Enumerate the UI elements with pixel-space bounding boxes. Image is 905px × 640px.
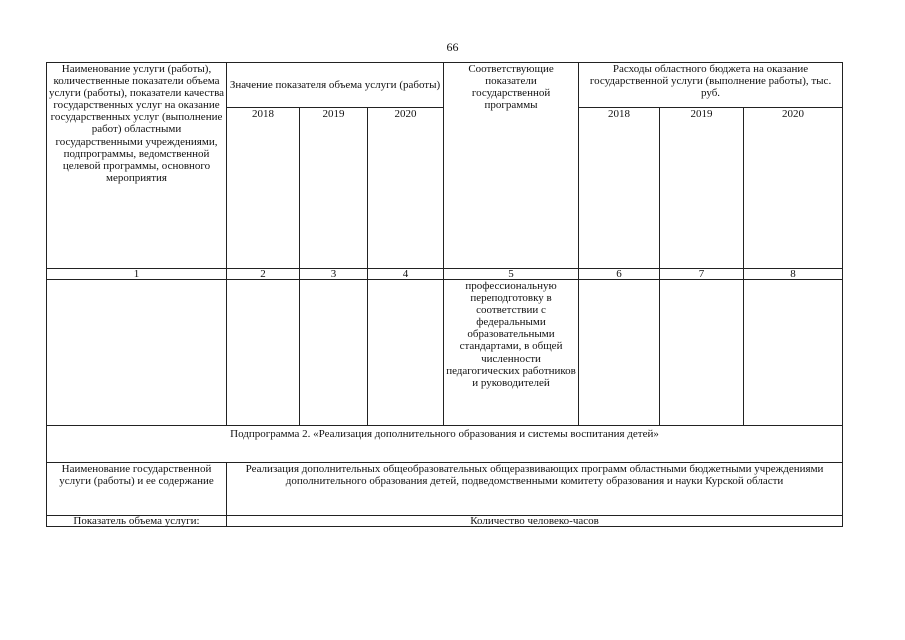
empty-cell: [368, 280, 444, 426]
header-expense-year-2020: 2020: [744, 108, 843, 269]
column-number: 7: [660, 269, 744, 280]
indicator-value: Количество человеко-часов: [227, 516, 843, 527]
header-program-indicators: Соответствующие показатели государственной программы: [444, 63, 579, 269]
empty-cell: [227, 280, 300, 426]
header-row-top: [47, 63, 843, 108]
subprogram-row: [47, 426, 843, 463]
service-description: Реализация дополнительных общеобразовательных общеразвивающих программ областными бюджетными учреждениями дополнительного образования детей, подведомственными комитету образования и науки Курской области: [227, 463, 843, 516]
column-number: 5: [444, 269, 579, 280]
service-row: [47, 463, 843, 516]
column-number: 4: [368, 269, 444, 280]
column-numbers-row: [47, 269, 843, 280]
header-expense-year-2018: 2018: [579, 108, 660, 269]
header-service-name: Наименование услуги (работы), количественные показатели объема услуги (работы), показатели качества государственных услуг на оказание государственных услуг (выполнение работ) областными государственными учреждениями, подпрограммы, ведомственной целевой программы, основного мероприятия: [47, 63, 227, 269]
header-expense-year-2019: 2019: [660, 108, 744, 269]
budget-table: [46, 62, 843, 527]
service-label: Наименование государственной услуги (работы) и ее содержание: [47, 463, 227, 516]
header-volume-group: Значение показателя объема услуги (работы): [227, 63, 444, 108]
page-number: 66: [446, 40, 459, 54]
empty-cell: [300, 280, 368, 426]
empty-cell: [579, 280, 660, 426]
column-number: 6: [579, 269, 660, 280]
header-volume-year-2019: 2019: [300, 108, 368, 269]
empty-cell: [744, 280, 843, 426]
column-number: 1: [47, 269, 227, 280]
header-volume-year-2018: 2018: [227, 108, 300, 269]
empty-cell: [660, 280, 744, 426]
header-expenses-group: Расходы областного бюджета на оказание государственной услуги (выполнение работы), тыс. руб.: [579, 63, 843, 108]
continuation-row: [47, 280, 843, 426]
column-number: 3: [300, 269, 368, 280]
column-number: 8: [744, 269, 843, 280]
subprogram-title: Подпрограмма 2. «Реализация дополнительного образования и системы воспитания детей»: [47, 426, 843, 463]
empty-cell: [47, 280, 227, 426]
indicator-row: [47, 516, 843, 527]
indicator-label: Показатель объема услуги:: [47, 516, 227, 527]
continuation-indicator-text: профессиональную переподготовку в соответствии с федеральными образовательными стандартами, в общей численности педагогических работников и руководителей: [444, 280, 579, 426]
column-number: 2: [227, 269, 300, 280]
header-volume-year-2020: 2020: [368, 108, 444, 269]
